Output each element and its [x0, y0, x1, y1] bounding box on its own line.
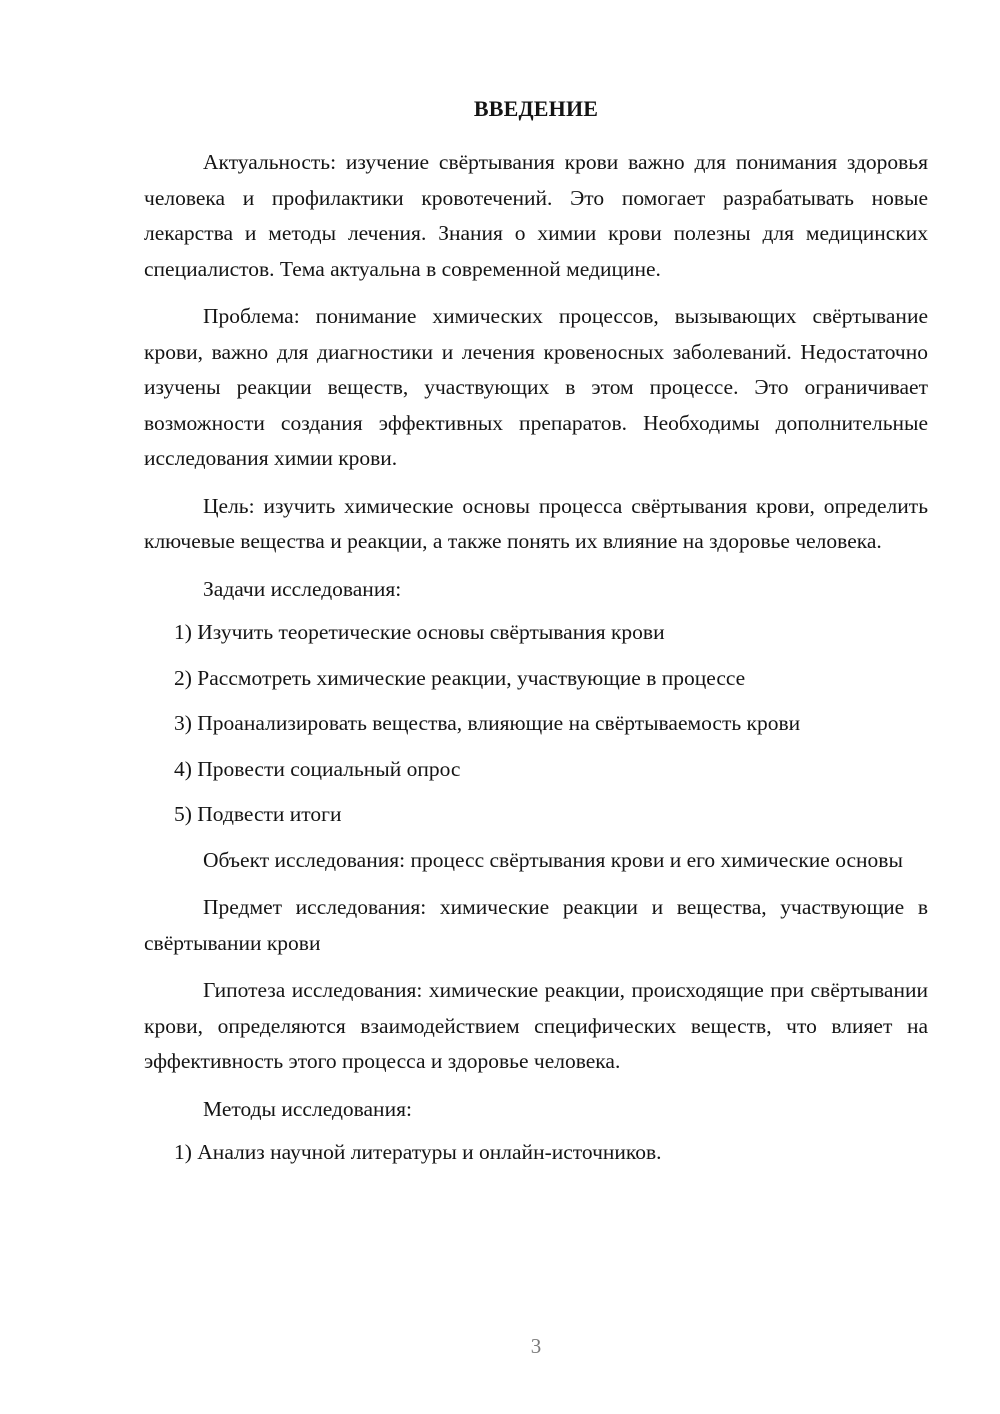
tasks-list [144, 615, 928, 833]
goal-paragraph: Цель: изучить химические основы процесса свёртывания крови, определить ключевые вещества и реакции, а также понять их влияние на здоровье человека. [144, 493, 928, 553]
list-item: 3) Проанализировать вещества, влияющие на свёртываемость крови [174, 711, 801, 735]
list-item: 2) Рассмотреть химические реакции, участвующие в процессе [174, 665, 746, 690]
object-paragraph: Объект исследования: процесс свёртывания крови и его химические основы [203, 847, 903, 872]
methods-list [144, 1135, 928, 1171]
list-item: 4) Провести социальный опрос [174, 756, 461, 781]
list-item: 5) Подвести итоги [174, 802, 342, 826]
subject-paragraph: Предмет исследования: химические реакции и вещества, участвующие в свёртывании крови [144, 895, 928, 955]
methods-heading: Методы исследования: [203, 1096, 412, 1121]
page-title: ВВЕДЕНИЕ [473, 96, 599, 121]
hypothesis-paragraph: Гипотеза исследования: химические реакции, происходящие при свёртывании крови, определяются взаимодействием специфических веществ, что влияет на эффективность этого процесса и здоровье человека. [144, 978, 928, 1073]
problem-paragraph: Проблема: понимание химических процессов, вызывающих свёртывание крови, важно для диагностики и лечения кровеносных заболеваний. Недостаточно изучены реакции веществ, участвующих в этом процессе. Это ограничивает возможности создания эффективных препаратов. Необходимы дополнительные исследования химии крови. [144, 304, 928, 470]
relevance-paragraph: Актуальность: изучение свёртывания крови важно для понимания здоровья человека и профилактики кровотечений. Это помогает разрабатывать новые лекарства и методы лечения. Знания о химии крови полезны для медицинских специалистов. Тема актуальна в современной медицине. [144, 150, 928, 281]
page-number: 3 [530, 1334, 542, 1358]
list-item: 1) Анализ научной литературы и онлайн-источников. [174, 1140, 662, 1164]
tasks-heading: Задачи исследования: [203, 576, 402, 601]
page-content [144, 145, 928, 1181]
list-item: 1) Изучить теоретические основы свёртывания крови [174, 620, 665, 644]
